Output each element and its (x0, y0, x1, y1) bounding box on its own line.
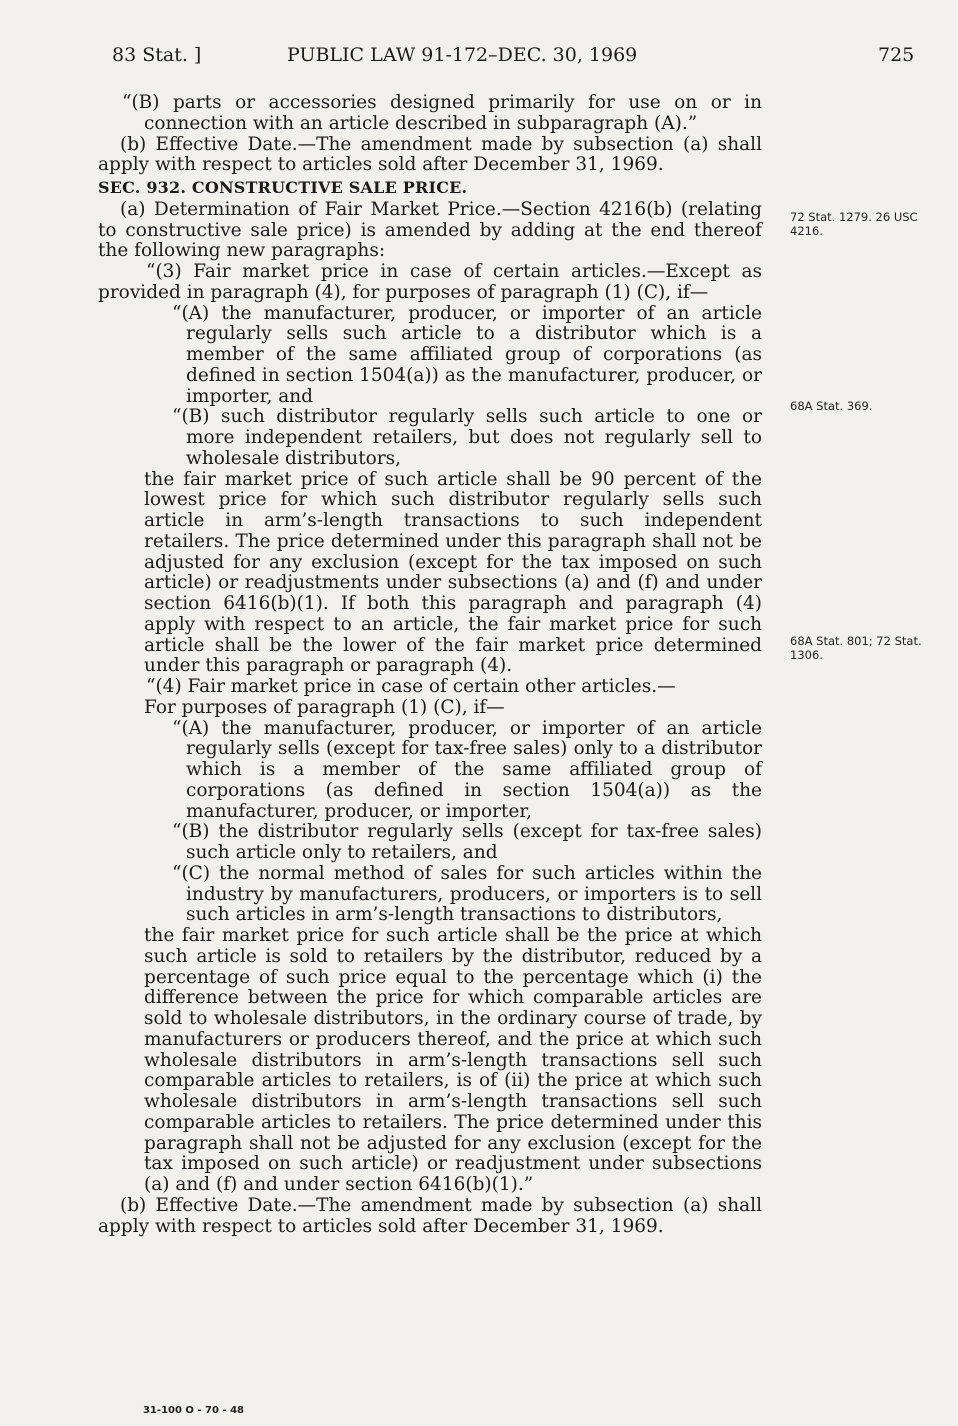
paragraph-4-clause-c: “(C) the normal method of sales for such articles within the industry by manufacturers, producers, or importers is to sell such articles in arm’s-length transactions to distributors, (172, 862, 762, 926)
paragraph-4-heading: “(4) Fair market price in case of certain other articles.— (146, 676, 676, 697)
running-head-volume: 83 Stat. ] (112, 44, 202, 66)
subparagraph-b-parts: “(B) parts or accessories designed primarily for use on or in connection with an article described in subparagraph (A).” (122, 92, 762, 134)
paragraph-3-conclusion: the fair market price of such article shall be 90 percent of the lowest price for which such distributor regularly sells such article in arm’s-length transactions to such independent retailers. The price determined under this paragraph shall not be adjusted for any exclusion (except for the tax imposed on such article) or readjustments under subsections (a) and (f) and under section 6416(b)(1). If both this paragraph and paragraph (4) apply with respect to an article, the fair market price for such article shall be the lower of the fair market price determined under this paragraph or paragraph (4). (144, 468, 762, 677)
section-heading-932: SEC. 932. CONSTRUCTIVE SALE PRICE. (98, 178, 468, 197)
effective-date-932: (b) Effective Date.—The amendment made by subsection (a) shall apply with respect to articles sold after December 31, 1969. (98, 1194, 762, 1237)
running-head-title: PUBLIC LAW 91-172–DEC. 30, 1969 (287, 44, 638, 66)
paragraph-4-lead: For purposes of paragraph (1) (C), if— (144, 696, 505, 718)
margin-note-72-stat-1279: 72 Stat. 1279. 26 USC 4216. (790, 210, 918, 238)
paragraph-4-clause-b: “(B) the distributor regularly sells (except for tax-free sales) such article only to retailers, and (172, 821, 762, 863)
paragraph-4-conclusion: the fair market price for such article shall be the price at which such article is sold to retailers by the distributor, reduced by a percentage of such price equal to the percentage which (i) the difference between the price for which comparable articles are sold to wholesale distributors, in the ordinary course of trade, by manufacturers or producers thereof, and the price at which such wholesale distributors in arm’s-length transactions sell such comparable articles to retailers, is of (ii) the price at which such wholesale distributors in arm’s-length transactions sell such comparable articles to retailers. The price determined under this paragraph shall not be adjusted for any exclusion (except for the tax imposed on such article) or readjustment under subsections (a) and (f) and under section 6416(b)(1).” (144, 925, 762, 1195)
statute-text (98, 93, 762, 1237)
paragraph-3-clause-b: “(B) such distributor regularly sells such article to one or more independent retailers, but does not regularly sell to wholesale distributors, (172, 406, 762, 469)
print-code-footer: 31-100 O - 70 - 48 (143, 1405, 244, 1416)
effective-date-931: (b) Effective Date.—The amendment made by subsection (a) shall apply with respect to articles sold after December 31, 1969. (98, 133, 762, 176)
paragraph-3-clause-a: “(A) the manufacturer, producer, or importer of an article regularly sells such article to a distributor which is a member of the same affiliated group of corporations (as defined in section 1504(a)) as the manufacturer, producer, or importer, and (172, 302, 762, 407)
determination-fair-market-price: (a) Determination of Fair Market Price.—Section 4216(b) (relating to constructive sale price) is amended by adding at the end thereof the following new paragraphs: (98, 198, 762, 262)
paragraph-4-clause-a: “(A) the manufacturer, producer, or importer of an article regularly sells (except for tax-free sales) only to a distributor which is a member of the same affiliated group of corporations (as defined in section 1504(a)) as the manufacturer, producer, or importer, (172, 717, 762, 822)
paragraph-3: “(3) Fair market price in case of certain articles.—Except as provided in paragraph (4), for purposes of paragraph (1) (C), if— (98, 261, 762, 303)
margin-note-68a-stat-369: 68A Stat. 369. (790, 399, 873, 413)
margin-note-68a-stat-801: 68A Stat. 801; 72 Stat. 1306. (790, 634, 922, 662)
page-number: 725 (878, 44, 915, 66)
